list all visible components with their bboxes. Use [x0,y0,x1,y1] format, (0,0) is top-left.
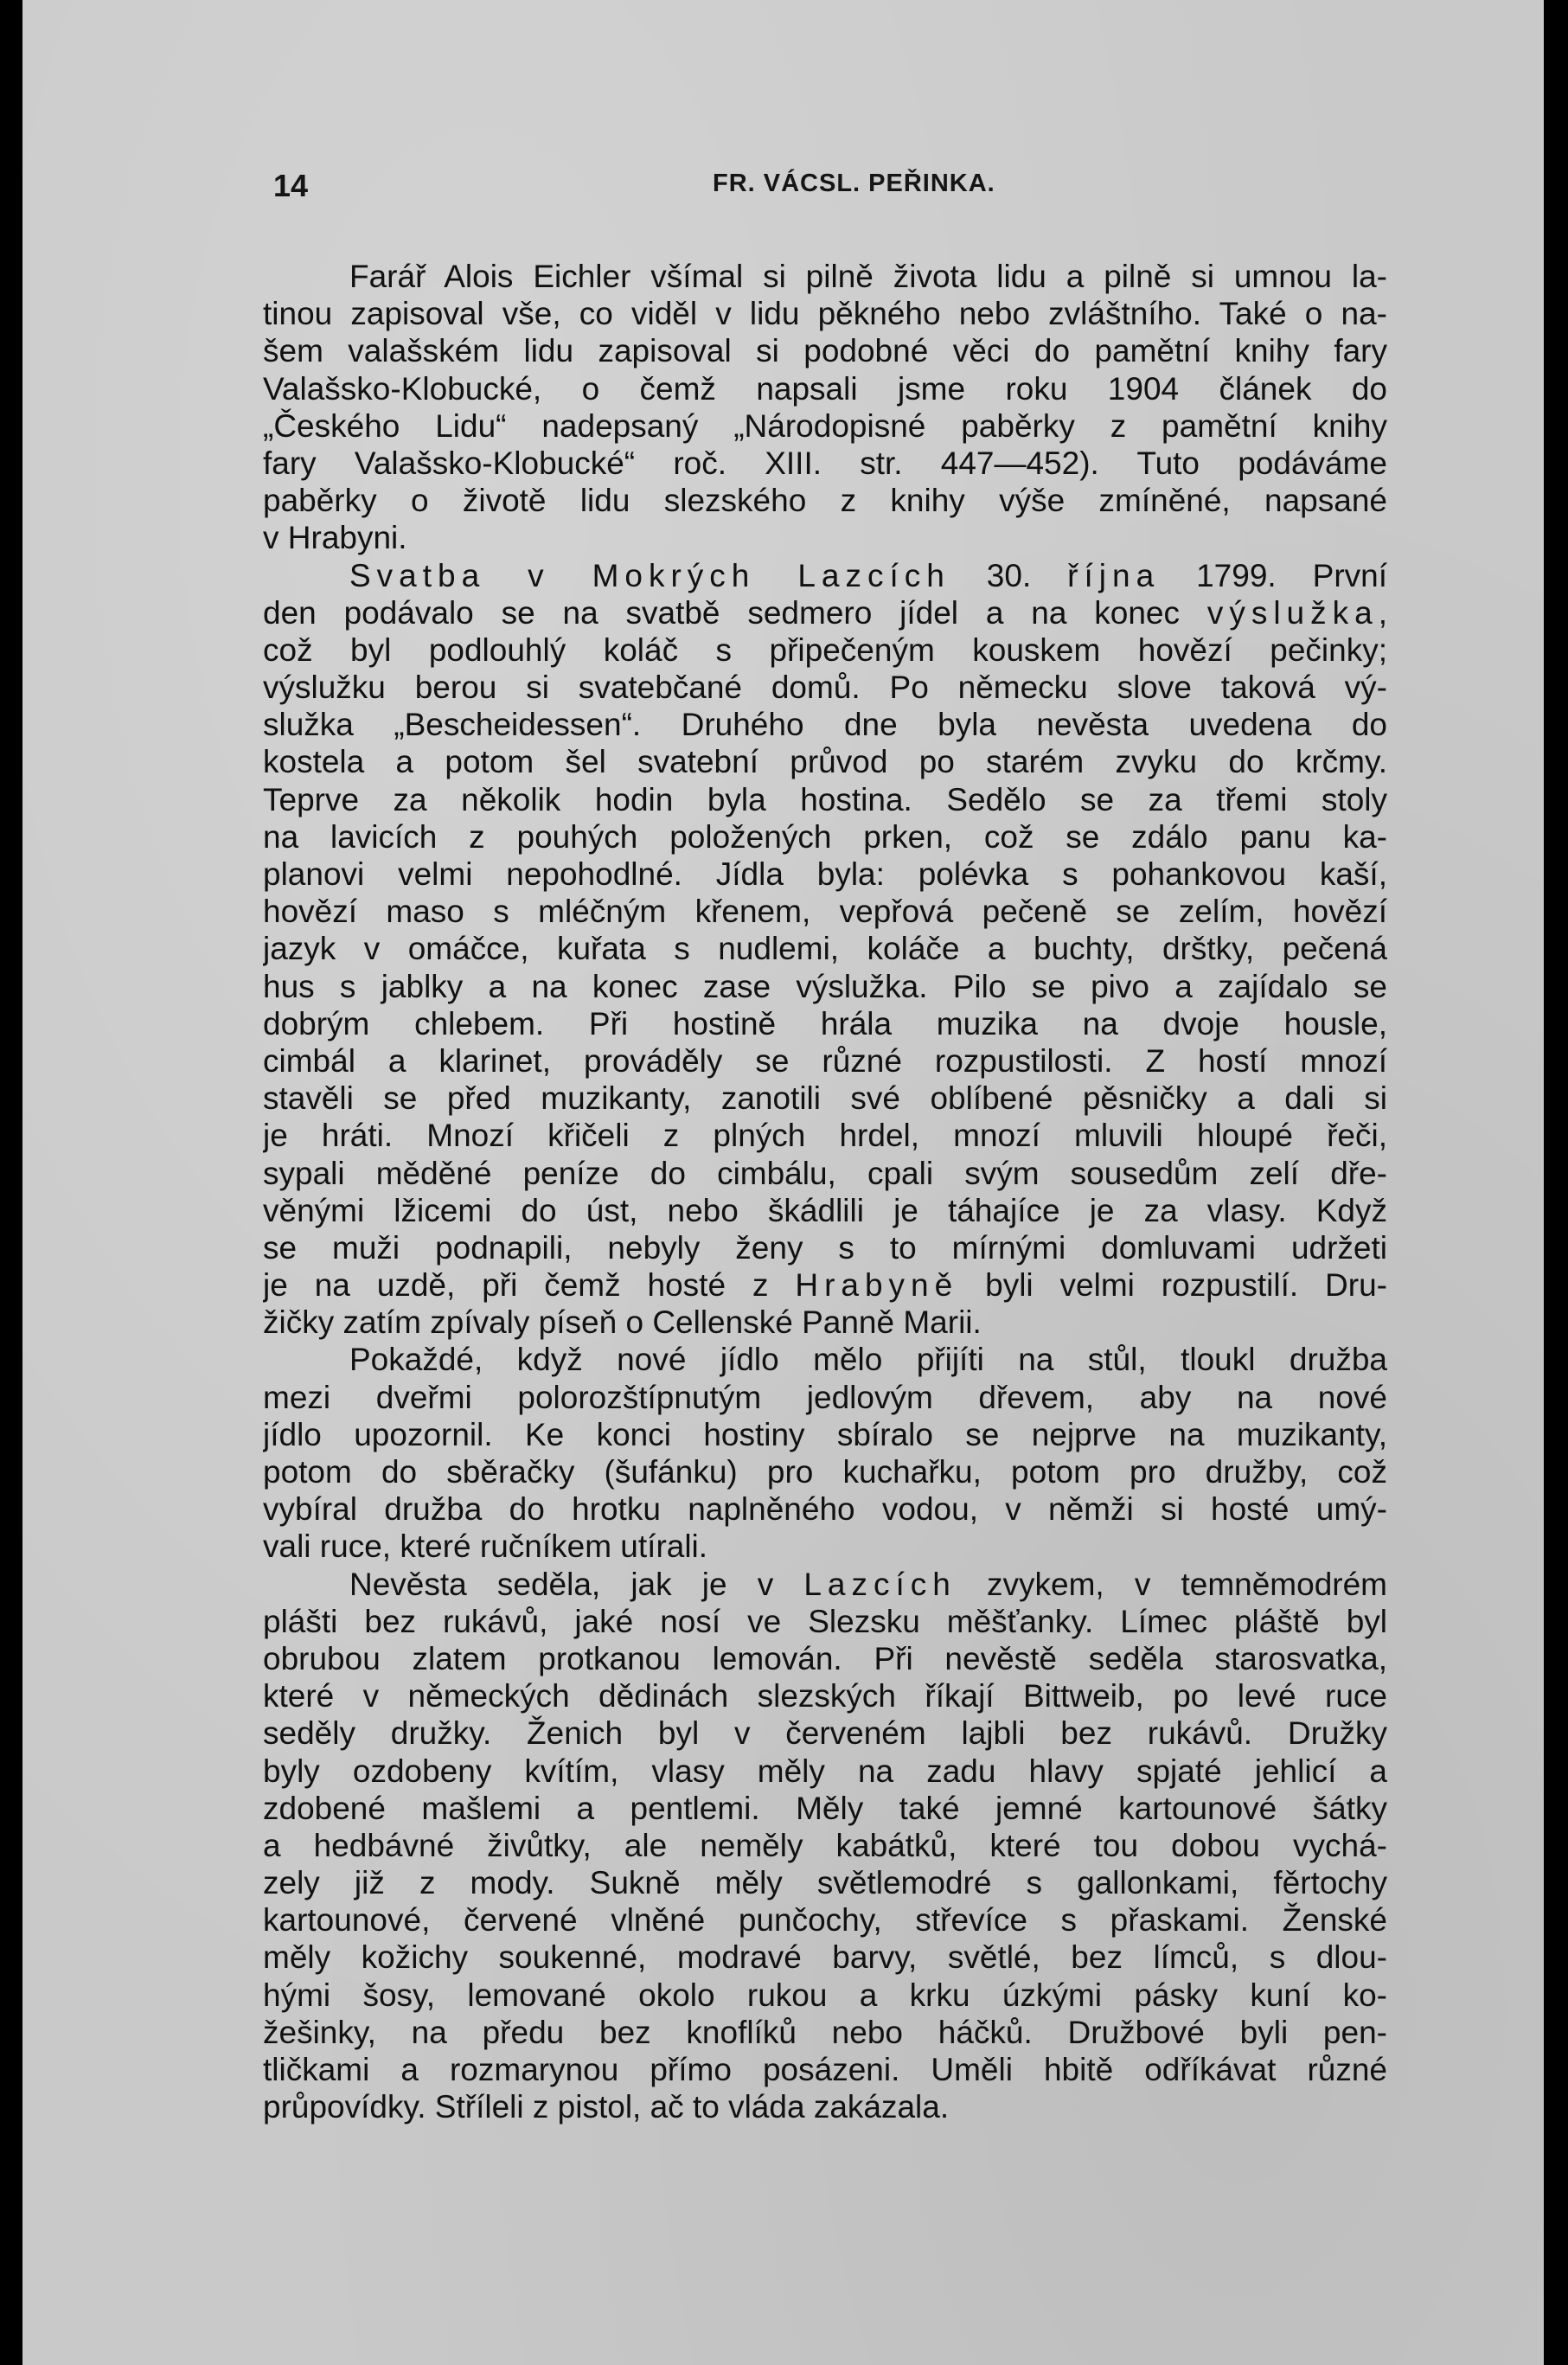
text-line: jazyk v omáčce, kuřata s nudlemi, koláče a buchty, drštky, pečená [263,931,1387,967]
text-line: hými šosy, lemované okolo rukou a krku úzkými pásky kuní ko- [263,1977,1387,2013]
text-line: se muži podnapili, nebyly ženy s to mírnými domluvami udržeti [263,1229,1387,1266]
running-head [273,164,1406,216]
text-line: hovězí maso s mléčným křenem, vepřová pečeně se zelím, hovězí [263,894,1387,930]
text-line: měly kožichy soukenné, modravé barvy, světlé, bez límců, s dlou- [263,1939,1387,1976]
text-line: zdobené mašlemi a pentlemi. Měly také jemné kartounové šátky [263,1790,1387,1826]
text-fragment: 30. [950,557,1068,593]
text-line: dobrým chlebem. Při hostině hrála muzika na dvoje housle, [263,1005,1387,1041]
text-line: plášti bez rukávů, jaké nosí ve Slezsku měšťanky. Límec pláště byl [263,1603,1387,1639]
text-line: byly ozdobeny kvítím, vlasy měly na zadu hlavy spjaté jehlicí a [263,1753,1387,1789]
text-fragment: , [1378,594,1387,631]
text-fragment: byli velmi rozpustilí. Dru- [958,1267,1387,1304]
text-line: šem valašském lidu zapisoval si podobné věci do pamětní knihy fary [263,333,1387,369]
text-line: sypali měděné peníze do cimbálu, cpali svým sousedům zelí dře- [263,1155,1387,1191]
text-line [263,594,1387,631]
text-line: výslužku berou si svatebčané domů. Po německu slove taková vý- [263,670,1387,706]
body-text [263,258,1387,2125]
text-line: na lavicích z pouhých položených prken, což se zdálo panu ka- [263,818,1387,855]
text-line: „Českého Lidu“ nadepsaný „Národopisné paběrky z pamětní knihy [263,407,1387,444]
spaced-word: výslužka [1206,594,1379,631]
spaced-heading: Svatba v Mokrých Lazcích [349,557,950,593]
text-line: kostela a potom šel svatební průvod po starém zvyku do krčmy. [263,744,1387,780]
text-line: zely již z mody. Sukně měly světlemodré s gallonkami, fěrtochy [263,1865,1387,1901]
text-line: Valašsko-Klobucké, o čemž napsali jsme roku 1904 článek do [263,370,1387,407]
text-line: stavěli se před muzikanty, zanotili své oblíbené pěsničky a dali si [263,1080,1387,1117]
text-line: tinou zapisoval vše, co viděl v lidu pěkného nebo zvláštního. Také o na- [263,296,1387,332]
text-line: žičky zatím zpívaly píseň o Cellenské Panně Marii. [263,1304,982,1341]
text-line [263,1566,1387,1603]
text-line: vali ruce, které ručníkem utírali. [263,1529,708,1565]
spaced-word: Hrabyně [795,1267,959,1304]
text-line: což byl podlouhlý koláč s připečeným kouskem hovězí pečinky; [263,631,1387,668]
text-line: planovi velmi nepohodlné. Jídla byla: polévka s pohankovou kaší, [263,856,1387,892]
text-line: věnými lžicemi do úst, nebo škádlili je táhajíce je za vlasy. Když [263,1192,1387,1228]
text-line: Pokaždé, když nové jídlo mělo přijíti na stůl, tloukl družba [349,1342,1387,1378]
running-title: FR. VÁCSL. PEŘINKA. [713,170,995,197]
text-fragment: den podávalo se na svatbě sedmero jídel a na konec [263,594,1207,631]
page-number: 14 [273,168,309,203]
text-line: žešinky, na předu bez knoflíků nebo háčků. Družbové byli pen- [263,2014,1387,2050]
text-line: vybíral družba do hrotku naplněného vodou, v němži si hosté umý- [263,1491,1387,1528]
text-line: paběrky o životě lidu slezského z knihy výše zmíněné, napsané [263,483,1387,519]
text-fragment: Nevěsta seděla, jak je v [349,1566,804,1602]
text-line: hus s jablky a na konec zase výslužka. Pilo se pivo a zajídalo se [263,968,1387,1004]
text-line: fary Valašsko-Klobucké“ roč. XIII. str. 447—452). Tuto podáváme [263,445,1387,481]
text-line: tličkami a rozmarynou přímo posázeni. Uměli hbitě odříkávat různé [263,2052,1387,2087]
text-line: seděly družky. Ženich byl v červeném lajbli bez rukávů. Družky [263,1715,1387,1752]
text-line: cimbál a klarinet, prováděly se různé rozpustilosti. Z hostí mnozí [263,1042,1387,1079]
text-line: kartounové, červené vlněné punčochy, střevíce s přaskami. Ženské [263,1902,1387,1939]
spaced-word: Lazcích [803,1566,957,1602]
text-line: a hedbávné živůtky, ale neměly kabátků, které tou dobou vychá- [263,1827,1387,1863]
book-page [22,0,1544,2365]
text-line: jídlo upozornil. Ke konci hostiny sbíralo se nejprve na muzikanty, [263,1416,1387,1452]
text-line: potom do sběračky (šufánku) pro kuchařku, potom pro družby, což [263,1454,1387,1490]
text-line: je hráti. Mnozí křičeli z plných hrdel, mnozí mluvili hloupé řeči, [263,1118,1387,1154]
text-fragment: je na uzdě, při čemž hosté z [263,1267,796,1304]
text-line: služka „Bescheidessen“. Druhého dne byla nevěsta uvedena do [263,707,1387,743]
text-line [263,1266,1387,1304]
text-line: které v německých dědinách slezských říkají Bittweib, po levé ruce [263,1678,1387,1714]
text-line: průpovídky. Stříleli z pistol, ač to vláda zakázala. [263,2089,950,2125]
text-line: obrubou zlatem protkanou lemován. Při nevěstě seděla starosvatka, [263,1640,1387,1676]
text-line: Teprve za několik hodin byla hostina. Sedělo se za třemi stoly [263,781,1387,817]
text-line: v Hrabyni. [263,520,407,556]
text-fragment: zvykem, v temněmodrém [956,1566,1387,1602]
text-fragment: 1799. První [1160,557,1387,593]
text-line: Farář Alois Eichler všímal si pilně života lidu a pilně si umnou la- [349,259,1387,294]
text-line: mezi dveřmi polorozštípnutým jedlovým dřevem, aby na nové [263,1379,1387,1415]
text-line [263,557,1387,594]
spaced-month: října [1067,557,1161,593]
